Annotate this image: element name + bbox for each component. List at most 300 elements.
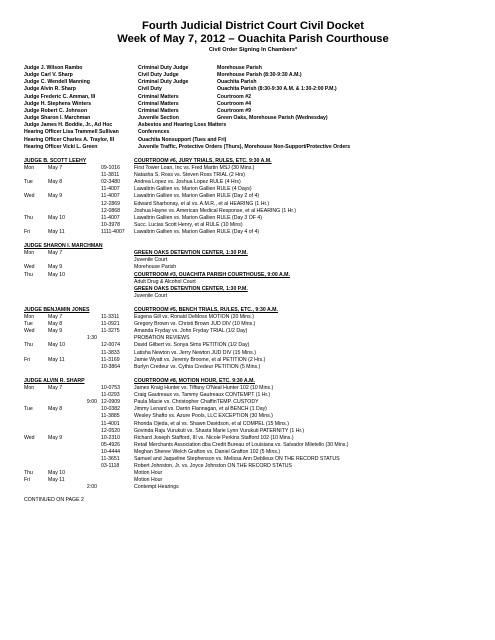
assignment-row [24,94,482,101]
entry-date: May 10 [48,214,66,221]
entry-case-number: 11-3885 [101,413,120,420]
docket-entry [24,477,482,484]
docket-entry [24,406,482,413]
entry-description: Lawaltrin Gallien vs. Marion Gallien RULE (Day 3 OF 4) [134,214,263,221]
entry-day: Thu [24,342,33,349]
docket-entry [24,342,482,349]
entry-day [24,463,48,470]
entry-day: Tue [24,321,33,328]
assignment-row [24,86,482,93]
entry-time: 1:30 [86,335,97,342]
entry-day [24,293,48,300]
entry-time [80,193,97,200]
assignment-row [24,79,482,86]
entry-description: Lawaltrin Gallien vs. Marion Gallien RULE (Day 2 of 4) [134,193,260,200]
assignment-duty: Ouachita Nonsupport (Tues and Fri) [138,136,227,143]
entry-description: Motion Hour [134,470,163,477]
entry-description: First Tower Loan, Inc vs. Fred Martin MSJ (30 Mins.) [134,165,255,172]
docket-entry [24,222,482,229]
entry-description: PROBATION REVIEWS [134,335,190,342]
entry-date: May 9 [48,328,63,335]
entry-case-number [97,250,134,257]
entry-time [80,463,97,470]
docket-entry [24,186,482,193]
docket-entry [24,293,482,300]
docket-entry [24,250,482,257]
assignment-duty: Criminal Duty Judge [138,79,189,86]
assignment-location: Morehouse Parish [217,65,262,71]
entry-description: Andrea Lopez vs. Joshua Lopez RULE (4 Hrs) [134,179,241,186]
entry-date [48,335,80,342]
docket-entry [24,350,482,357]
assignment-duty: Conferences [138,129,170,136]
assignment-judge: Judge H. Stephens Winters [24,100,92,107]
entry-description: Succ. Lucias Scott Henry, et al RULE (10 Mins) [134,221,243,228]
docket-entry [24,179,482,186]
docket-entry [24,392,482,399]
entry-description: Meghan Sheree Welch Grafton vs. Daniel Grafton 102 (5 Mins.) [134,448,281,455]
entry-time [80,179,97,186]
section-header [24,243,482,250]
entry-case-number: 11-3811 [101,172,120,179]
entry-description: Juvenile Court [134,257,168,264]
docket-entry [24,264,482,271]
docket-title-line2: Week of May 7, 2012 – Ouachita Parish Courthouse [117,33,389,45]
assignment-judge: Hearing Officer Charles A. Traylor, III [24,136,115,143]
assignment-duty: Juvenile Section [138,115,179,122]
entry-day: Thu [24,271,33,278]
entry-time [80,165,97,172]
entry-date [48,293,80,300]
assignment-location: Courtroom #2 [217,93,252,100]
entry-date: May 10 [48,342,66,349]
entry-case-number: 10-0382 [101,406,121,413]
docket-title-line1: Fourth Judicial District Court Civil Docket [142,20,364,32]
assignment-judge: Hearing Officer Vicki L. Green [24,143,98,150]
docket-section [24,378,482,492]
entry-day [24,364,48,371]
entry-day [24,484,48,491]
entry-date [48,350,80,357]
entry-day [24,172,48,179]
docket-entry [24,272,482,279]
assignment-judge: Judge C. Wendell Manning [24,79,90,86]
entry-case-number: 11-3833 [101,349,120,356]
entry-day: Tue [24,179,33,186]
entry-time [80,321,97,328]
docket-entry [24,385,482,392]
entry-time [80,357,97,364]
entry-day [24,392,48,399]
docket-entry [24,208,482,215]
entry-date: May 11 [48,356,65,363]
entry-description: Samuel and Jaqueline Stephenson vs. Melissa Ann Deblieux ON THE RECORD STATUS [134,455,340,462]
entry-time [80,201,97,208]
section-courtroom-heading: COURTROOM #5, BENCH TRIALS, RULES, ETC., 9:30 A.M. [134,306,278,313]
section-judge: JUDGE BENJAMIN JONES [24,306,90,313]
entry-time [80,456,97,463]
entry-day [24,413,48,420]
entry-day: Fri [24,356,31,363]
entry-date [48,286,80,293]
entry-case-number: 12-0520 [101,427,121,434]
entry-day [24,449,48,456]
entry-time [80,442,97,449]
entry-description: GREEN OAKS DETENTION CENTER, 1:30 P.M. [134,285,248,292]
entry-description: Morehouse Parish [134,264,177,271]
entry-day [24,350,48,357]
entry-date: May 8 [48,406,63,413]
entry-date: May 11 [48,477,65,484]
entry-date [48,421,80,428]
docket-entry [24,470,482,477]
docket-entry [24,279,482,286]
assignment-judge: Judge Carl V. Sharp [24,72,73,79]
entry-description: Craig Gautreaux vs. Tammy Gautreaux CONTEMPT (1 Hr.) [134,392,271,399]
entry-date [48,279,80,286]
entry-day: Mon [24,385,35,392]
entry-day [24,257,48,264]
entry-date: May 7 [48,385,63,392]
assignment-judge: Judge Frederic C. Amman, III [24,93,96,100]
docket-sections [24,158,482,492]
assignment-row [24,144,482,151]
entry-case-number: 05-4926 [101,441,121,448]
entry-description: Joshua Hayne vs. American Medical Response, et al HEARING (1 Hr.) [134,207,297,214]
entry-case-number [97,272,134,279]
assignment-judge: Hearing Officer Lisa Trammell Sullivan [24,129,119,136]
entry-time [80,215,97,222]
assignment-judge: Judge J. Wilson Rambo [24,65,83,71]
entry-date [48,257,80,264]
assignment-duty: Criminal Matters [138,100,179,107]
entry-day [24,279,48,286]
docket-entry [24,357,482,364]
docket-entry [24,257,482,264]
docket-entry [24,193,482,200]
section-courtroom-heading: COURTROOM #8, MOTION HOUR, ETC. 9:30 A.M. [134,377,255,384]
docket-entry [24,165,482,172]
docket-entry [24,364,482,371]
entry-time [80,229,97,236]
entry-day: Fri [24,477,31,484]
entry-case-number [97,264,134,271]
entry-time [80,385,97,392]
assignment-location: Ouachita Parish (8:30-9:30 A.M. & 1:30-2:00 P.M.) [217,86,337,93]
docket-entry [24,399,482,406]
entry-time [80,435,97,442]
assignment-judge: Judge Sharon I. Marchman [24,115,91,122]
docket-section [24,158,482,236]
entry-case-number: 11-4007 [101,214,120,221]
entry-description: Natasha S. Ross vs. Steven Ross TRIAL (2 Hrs) [134,172,245,179]
entry-description: Wesley Shafto vs. Azure Pools, LLC EXCEPTION (30 Mins.) [134,413,273,420]
entry-day [24,428,48,435]
entry-time [80,406,97,413]
entry-time [80,392,97,399]
docket-entry [24,335,482,342]
entry-day: Mon [24,314,35,321]
entry-case-number: 11-4007 [101,193,120,200]
assignment-row [24,115,482,122]
judge-assignments [24,65,482,151]
entry-date: May 8 [48,321,63,328]
entry-date [48,186,80,193]
entry-date: May 8 [48,179,63,186]
entry-case-number: 11-4001 [101,420,120,427]
entry-case-number [97,477,134,484]
entry-day: Mon [24,165,35,172]
section-judge: JUDGE SHARON I. MARCHMAN [24,243,103,250]
entry-case-number: 11-3275 [101,328,120,335]
assignment-row [24,108,482,115]
entry-day [24,201,48,208]
assignment-row [24,137,482,144]
entry-date: May 7 [48,250,63,257]
entry-day: Wed [24,328,35,335]
entry-date: May 9 [48,434,63,441]
entry-description: Retail Merchants Association dba Credit Bureau of Louisiana vs. Salvador Miletello (30 Mins.) [134,441,349,448]
entry-date [48,208,80,215]
assignment-duty: Juvenile Traffic, Protective Orders (Thurs), Morehouse Non-Support/Protective Orders [138,143,351,150]
section-header [24,307,482,314]
assignment-location: Courtroom #9 [217,107,252,114]
entry-date [48,449,80,456]
entry-description: COURTROOM #3, OUACHITA PARISH COURTHOUSE, 9:00 A.M. [134,271,290,278]
entry-description: Motion Hour [134,477,163,484]
continued-note: CONTINUED ON PAGE 2 [24,497,84,504]
entry-description: Amanda Fryday vs. John Fryday TRIAL (1/2 Day) [134,328,248,335]
entry-case-number: 12-0074 [101,342,121,349]
entry-date [48,399,80,406]
entry-time [80,342,97,349]
entry-date [48,442,80,449]
docket-entry [24,328,482,335]
entry-date: May 10 [48,271,66,278]
entry-description: Juvenile Court [134,292,168,299]
docket-entry [24,484,482,491]
entry-time [80,264,97,271]
entry-description: David Gilbert vs. Sonya Sims PETITION (1/2 Day) [134,342,250,349]
entry-date [48,172,80,179]
entry-case-number: 11-3311 [101,314,120,321]
assignment-row [24,101,482,108]
entry-case-number: 10-0753 [101,385,121,392]
entry-time [80,477,97,484]
entry-case-number: 02-3480 [101,179,121,186]
entry-time [80,286,97,293]
entry-case-number: 11-3651 [101,455,120,462]
entry-description: Burlyn Credeur vs. Cythia Credeur PETITION (5 Mins.) [134,363,261,370]
entry-case-number: 12-0868 [101,207,121,214]
entry-date [48,413,80,420]
docket-entry [24,449,482,456]
assignment-row [24,122,482,129]
entry-description: Rhonda Ojeda, et al vs. Shawn Davidson, et al COMPEL (15 Mins.) [134,420,289,427]
docket-entry [24,442,482,449]
section-header [24,378,482,385]
entry-description: Lawaltrin Gallien vs. Marion Gallien RULE (Day 4 of 4) [134,228,260,235]
entry-day [24,456,48,463]
entry-description: Latisha Newton vs. Jerry Newton JUD DIV (15 Mins.) [134,349,256,356]
assignment-location: Morehouse Parish (8:30-9:30 A.M.) [217,72,302,79]
entry-time [80,222,97,229]
assignment-judge: Judge James H. Boddie, Jr., Ad Hoc [24,122,113,129]
entry-case-number: 10-2310 [101,434,121,441]
docket-entry [24,435,482,442]
entry-date: May 7 [48,314,63,321]
entry-case-number: 12-2869 [101,200,121,207]
assignment-judge: Judge Alvin R. Sharp [24,86,76,93]
entry-case-number: 11-0293 [101,392,120,399]
docket-entry [24,321,482,328]
entry-day: Tue [24,406,33,413]
entry-day: Mon [24,250,35,257]
entry-description: Eugena Gill vs. Ronald DeMoss MOTION (20 Mins.) [134,314,254,321]
entry-date [48,392,80,399]
entry-day [24,442,48,449]
entry-time [80,208,97,215]
entry-time [80,257,97,264]
entry-day: Wed [24,193,35,200]
docket-entry [24,413,482,420]
assignment-duty: Criminal Matters [138,93,179,100]
assignment-duty: Asbestos and Hearing Loss Matters [138,122,227,129]
entry-time [80,314,97,321]
entry-time [80,449,97,456]
entry-case-number: 11-4007 [101,186,120,193]
entry-description: Adult Drug & Alcohol Court [134,278,196,285]
entry-date: May 11 [48,228,65,235]
entry-case-number [97,279,134,286]
docket-entry [24,421,482,428]
entry-description: Contempt Hearings [134,484,179,491]
section-judge: JUDGE B. SCOTT LEEHY [24,157,87,164]
entry-day: Fri [24,228,31,235]
assignment-duty: Criminal Matters [138,107,179,114]
entry-description: Govinda Raju Vurukuti vs. Shasta Marie Lynn Vurukuti PATERNITY (1 Hr.) [134,427,305,434]
entry-date: May 9 [48,193,63,200]
assignment-duty: Criminal Duty Judge [138,65,189,71]
entry-date [48,201,80,208]
docket-entry [24,215,482,222]
entry-time [80,279,97,286]
section-header [24,158,482,165]
assignment-location: Ouachita Parish [217,79,257,86]
entry-case-number: 10-3864 [101,363,121,370]
entry-case-number: 12-0909 [101,399,121,406]
entry-case-number: 11-0921 [101,321,120,328]
entry-time: 9:00 [86,399,97,406]
entry-day [24,421,48,428]
entry-description: Lawaltrin Gallien vs. Marion Gallien RULE (4 Days) [134,186,252,193]
entry-case-number: 11-3169 [101,356,120,363]
docket-entry [24,428,482,435]
entry-date [48,222,80,229]
docket-entry [24,286,482,293]
entry-day [24,335,48,342]
entry-case-number [97,257,134,264]
entry-case-number [97,484,134,491]
entry-time [80,421,97,428]
entry-time [80,293,97,300]
entry-day [24,286,48,293]
docket-entry [24,172,482,179]
entry-case-number: 10-4444 [101,448,121,455]
entry-time [80,328,97,335]
entry-description: Jamie Wyatt vs. Jeremy Broome, et al PETITION (2 Hrs.) [134,356,266,363]
entry-time [80,350,97,357]
assignment-duty: Civil Duty Judge [138,72,179,79]
docket-subtitle: Civil Order Signing In Chambers* [208,47,298,53]
section-judge: JUDGE ALVIN R. SHARP [24,377,85,384]
entry-description: Gregory Brown vs. Christi Brown JUD DIV (10 Mins.) [134,321,256,328]
entry-time [80,186,97,193]
docket-page [24,20,482,503]
entry-case-number [97,335,134,342]
entry-time [80,364,97,371]
entry-description: Edward Sharbonay, et al vs. A.M.R., et al HEARING (1 Hr.) [134,200,270,207]
docket-entry [24,229,482,236]
entry-date [48,463,80,470]
docket-entry [24,463,482,470]
entry-day [24,399,48,406]
docket-entry [24,456,482,463]
docket-section [24,243,482,300]
entry-date [48,484,80,491]
entry-case-number: 1111-4007 [101,228,125,235]
entry-case-number [97,293,134,300]
entry-day: Thu [24,470,33,477]
entry-day [24,208,48,215]
entry-day: Wed [24,264,35,271]
entry-day: Thu [24,214,33,221]
entry-time [80,428,97,435]
entry-case-number: 03-1118 [101,463,120,470]
docket-entry [24,314,482,321]
entry-description: Robert Johnston, Jr. vs. Joyce Johnston ON THE RECORD STATUS [134,463,292,470]
entry-day: Wed [24,434,35,441]
entry-time [80,172,97,179]
entry-case-number: 09-1016 [101,165,121,172]
entry-date [48,364,80,371]
entry-date: May 10 [48,470,66,477]
entry-description: Paula Macie vs. Christopher ChaffinTEMP. CUSTODY [134,399,259,406]
entry-date [48,456,80,463]
entry-day [24,186,48,193]
entry-time [80,470,97,477]
entry-time: 2:00 [86,484,97,491]
entry-description: Richard Joseph Stafford, III vs. Nicole Perkins Stafford 102 (10 Mins.) [134,434,294,441]
entry-date: May 7 [48,165,63,172]
entry-time [80,413,97,420]
docket-entry [24,201,482,208]
entry-day [24,222,48,229]
assignment-duty: Civil Duty [138,86,162,93]
entry-description: GREEN OAKS DETENTION CENTER, 1:30 P.M. [134,250,248,257]
assignment-location: Courtroom #4 [217,100,252,107]
entry-time [80,250,97,257]
assignment-judge: Judge Robert C. Johnson [24,107,88,114]
entry-case-number: 10-3978 [101,221,121,228]
docket-section [24,307,482,371]
assignment-row [24,129,482,136]
entry-date [48,428,80,435]
section-courtroom-heading: COURTROOM #6, JURY TRIALS, RULES, ETC. 9:30 A.M. [134,157,272,164]
entry-date: May 9 [48,264,63,271]
entry-case-number [97,470,134,477]
entry-time [80,272,97,279]
